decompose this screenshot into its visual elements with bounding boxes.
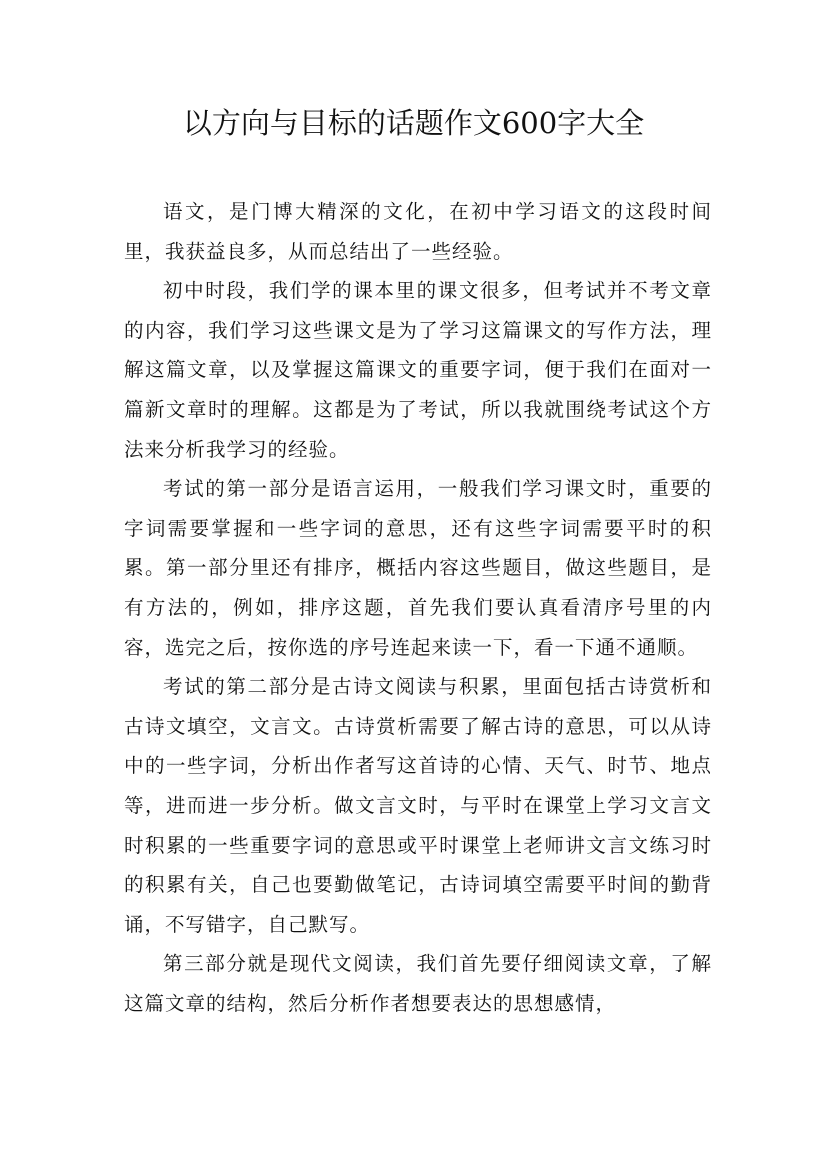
document-title: 以方向与目标的话题作文600字大全 — [182, 106, 645, 140]
paragraph-5: 第三部分就是现代文阅读，我们首先要仔细阅读文章，了解这篇文章的结构，然后分析作者想要表达的思想感情， — [124, 952, 712, 1015]
paragraph-2: 初中时段，我们学的课本里的课文很多，但考试并不考文章的内容，我们学习这些课文是为了学习这篇课文的写作方法，理解这篇文章，以及掌握这篇课文的重要字词，便于我们在面对一篇新文章时的理解。这都是为了考试，所以我就围绕考试这个方法来分析我学习的经验。 — [124, 279, 712, 461]
paragraph-4: 考试的第二部分是古诗文阅读与积累，里面包括古诗赏析和古诗文填空，文言文。古诗赏析需要了解古诗的意思，可以从诗中的一些字词，分析出作者写这首诗的心情、天气、时节、地点等，进而进一步分析。做文言文时，与平时在课堂上学习文言文时积累的一些重要字词的意思或平时课堂上老师讲文言文练习时的积累有关，自己也要勤做笔记，古诗词填空需要平时间的勤背诵，不写错字，自己默写。 — [124, 675, 712, 936]
paragraph-1: 语文，是门博大精深的文化，在初中学习语文的这段时间里，我获益良多，从而总结出了一些经验。 — [124, 200, 712, 263]
document-body — [124, 192, 712, 1023]
paragraph-3: 考试的第一部分是语言运用，一般我们学习课文时，重要的字词需要掌握和一些字词的意思，还有这些字词需要平时的积累。第一部分里还有排序，概括内容这些题目，做这些题目，是有方法的，例如，排序这题，首先我们要认真看清序号里的内容，选完之后，按你选的序号连起来读一下，看一下通不通顺。 — [124, 477, 712, 659]
